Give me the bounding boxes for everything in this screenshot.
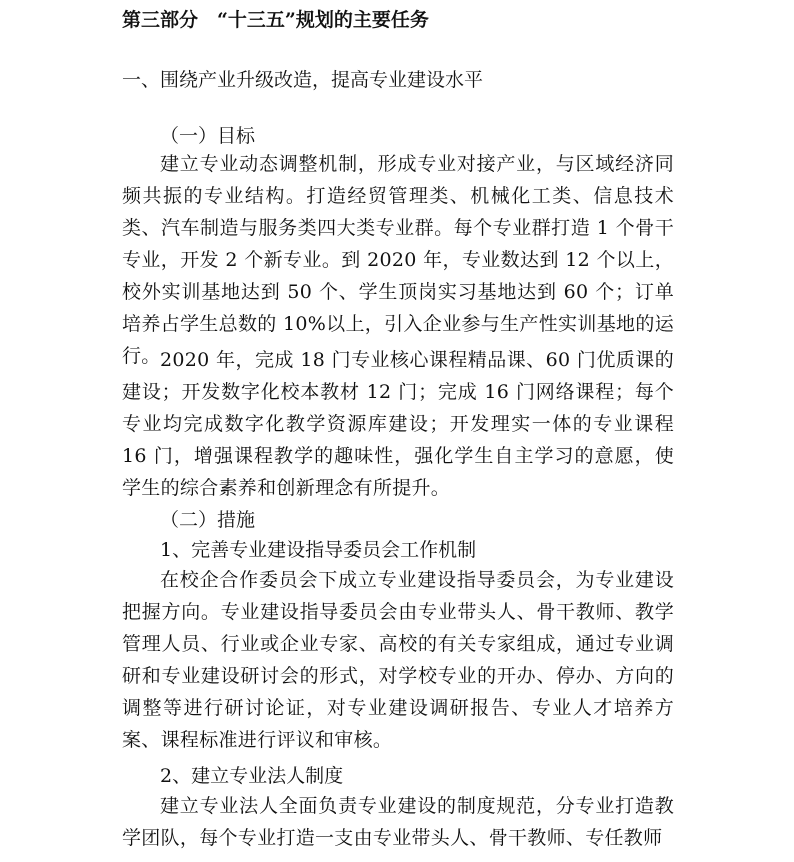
part-heading: 第三部分 “十三五”规划的主要任务	[122, 9, 429, 31]
measure-2-heading: 2、建立专业法人制度	[160, 765, 344, 787]
measure-1-paragraph: 在校企合作委员会下成立专业建设指导委员会，为专业建设把握方向。专业建设指导委员会由专业带头人、骨干教师、教学管理人员、行业或企业专家、高校的有关专家组成，通过专业调研和专业建设研讨会的形式，对学校专业的开办、停办、方向的调整等进行研讨论证，对专业建设调研报告、专业人才培养方案、课程标准进行评议和审核。	[122, 569, 674, 751]
goals-heading: （一）目标	[160, 125, 256, 147]
measure-2-paragraph: 建立专业法人全面负责专业建设的制度规范，分专业打造教学团队，每个专业打造一支由专业带头人、骨干教师、专任教师	[122, 795, 674, 849]
section-heading: 一、围绕产业升级改造，提高专业建设水平	[122, 69, 484, 91]
measure-1-heading: 1、完善专业建设指导委员会工作机制	[160, 539, 477, 561]
goals-paragraph-1: 建立专业动态调整机制，形成专业对接产业，与区域经济同频共振的专业结构。打造经贸管理类、机械化工类、信息技术类、汽车制造与服务类四大类专业群。每个专业群打造 1 个骨干专业，开发 2 个新专业。到 2020 年，专业数达到 12 个以上，校外实训基地达到 50 个、学生顶岗实习基地达到 60 个；订单培养占学生总数的 10%以上，引入企业参与生产性实训基地的运行。	[122, 153, 674, 367]
goals-paragraph-2: 2020 年，完成 18 门专业核心课程精品课、60 门优质课的建设；开发数字化校本教材 12 门；完成 16 门网络课程；每个专业均完成数字化教学资源库建设；开发理实一体的专业课程 16 门，增强课程教学的趣味性，强化学生自主学习的意愿，使学生的综合素养和创新理念有所提升。	[122, 349, 674, 499]
measures-heading: （二）措施	[160, 509, 256, 531]
